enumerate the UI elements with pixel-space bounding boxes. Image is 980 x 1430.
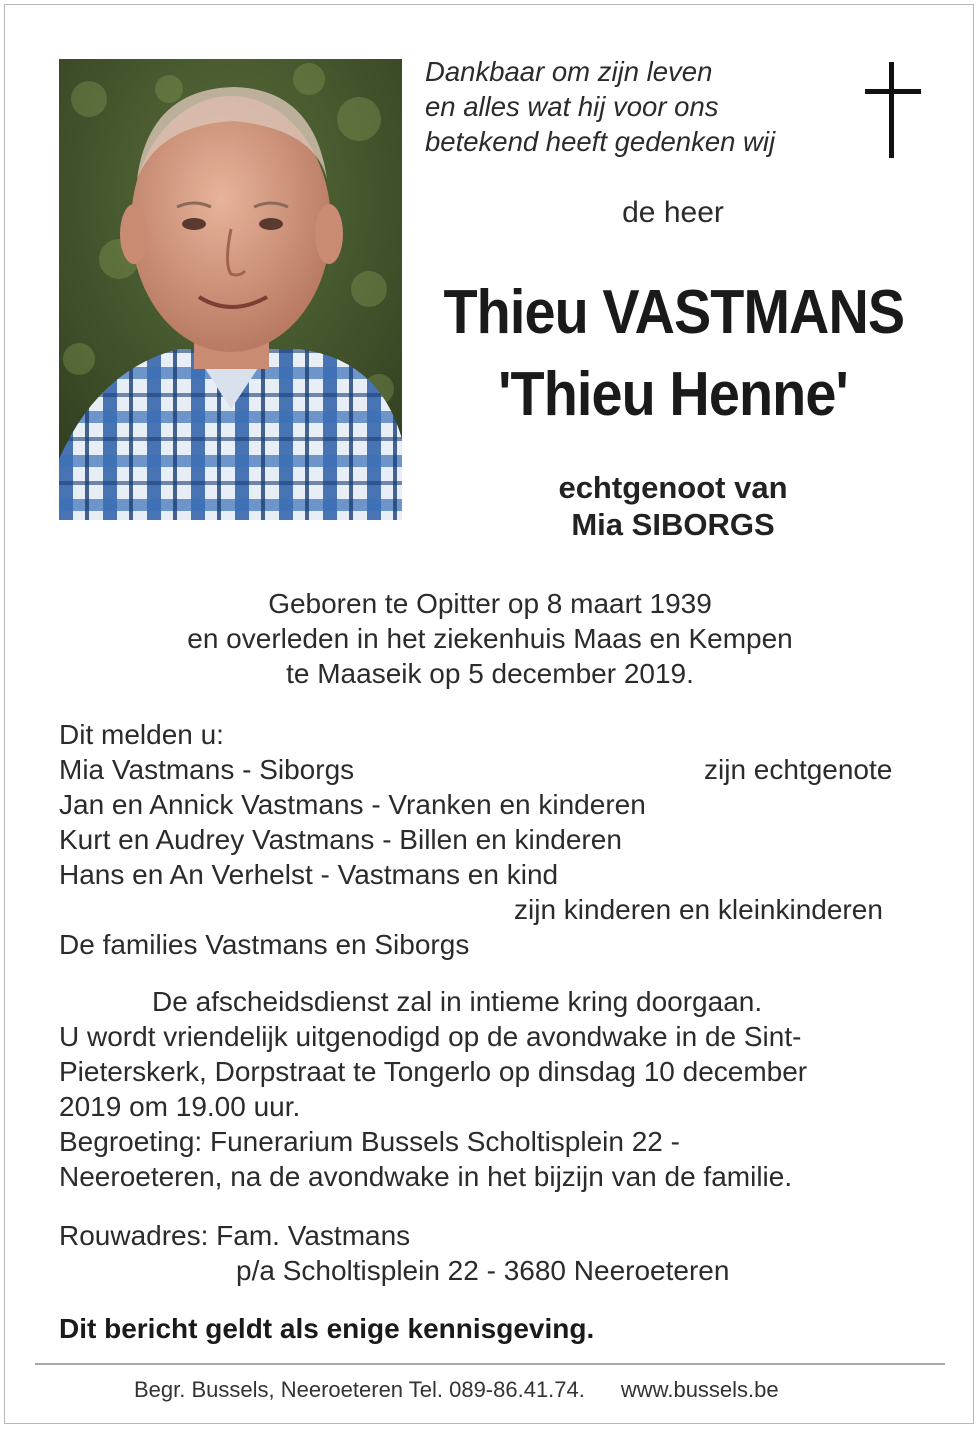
divider	[35, 1363, 945, 1365]
service-line: U wordt vriendelijk uitgenodigd op de avondwake in de Sint-	[59, 1021, 802, 1052]
tribute-text	[425, 54, 845, 159]
service-line: Pieterskerk, Dorpstraat te Tongerlo op dinsdag 10 december	[59, 1056, 808, 1087]
child-entry: Jan en Annick Vastmans - Vranken en kinderen	[59, 789, 646, 820]
address-line: p/a Scholtisplein 22 - 3680 Neeroeteren	[236, 1255, 730, 1286]
cross-icon	[862, 62, 924, 160]
family-intro: Dit melden u:	[59, 719, 224, 750]
family-row	[59, 752, 929, 787]
service-line: 2019 om 19.00 uur.	[59, 1091, 301, 1122]
honorific: de heer	[622, 196, 724, 229]
mourning-address	[59, 1218, 929, 1288]
tribute-line: en alles wat hij voor ons	[425, 91, 719, 122]
life-dates	[0, 586, 980, 691]
notice-text: Dit bericht geldt als enige kennisgeving.	[59, 1313, 595, 1344]
date-line: Geboren te Opitter op 8 maart 1939	[268, 588, 712, 619]
spouse-name: Mia SIBORGS	[571, 507, 775, 542]
service-line: De afscheidsdienst zal in intieme kring doorgaan.	[152, 986, 763, 1017]
service-info	[59, 984, 929, 1194]
portrait-illustration	[59, 59, 402, 520]
date-line: en overleden in het ziekenhuis Maas en Kempen	[187, 623, 793, 654]
service-line: Begroeting: Funerarium Bussels Scholtisplein 22 -	[59, 1126, 680, 1157]
family-row	[59, 892, 929, 927]
full-name: Thieu VASTMANS	[443, 278, 905, 347]
child-entry: Kurt en Audrey Vastmans - Billen en kinderen	[59, 824, 622, 855]
child-entry: Hans en An Verhelst - Vastmans en kind	[59, 859, 559, 890]
footer	[134, 1377, 779, 1403]
tribute-line: Dankbaar om zijn leven	[425, 56, 713, 87]
spouse-info	[418, 469, 928, 543]
footer-contact: Begr. Bussels, Neeroeteren Tel. 089-86.41.74.	[134, 1377, 585, 1402]
spouse-relation: echtgenoot van	[558, 470, 788, 505]
address-line: Rouwadres: Fam. Vastmans	[59, 1220, 411, 1251]
wife-role: zijn echtgenote	[704, 754, 893, 785]
service-line: Neeroeteren, na de avondwake in het bijzijn van de familie.	[59, 1161, 793, 1192]
date-line: te Maaseik op 5 december 2019.	[286, 658, 694, 689]
nickname: 'Thieu Henne'	[498, 360, 848, 429]
footer-website-link[interactable]: www.bussels.be	[620, 1377, 779, 1402]
wife-name: Mia Vastmans - Siborgs	[59, 754, 355, 785]
family-list	[59, 717, 929, 962]
children-role: zijn kinderen en kleinkinderen	[514, 894, 883, 925]
tribute-line: betekend heeft gedenken wij	[425, 126, 776, 157]
deceased-name	[444, 272, 903, 436]
portrait-photo	[59, 59, 402, 520]
families-entry: De families Vastmans en Siborgs	[59, 929, 470, 960]
